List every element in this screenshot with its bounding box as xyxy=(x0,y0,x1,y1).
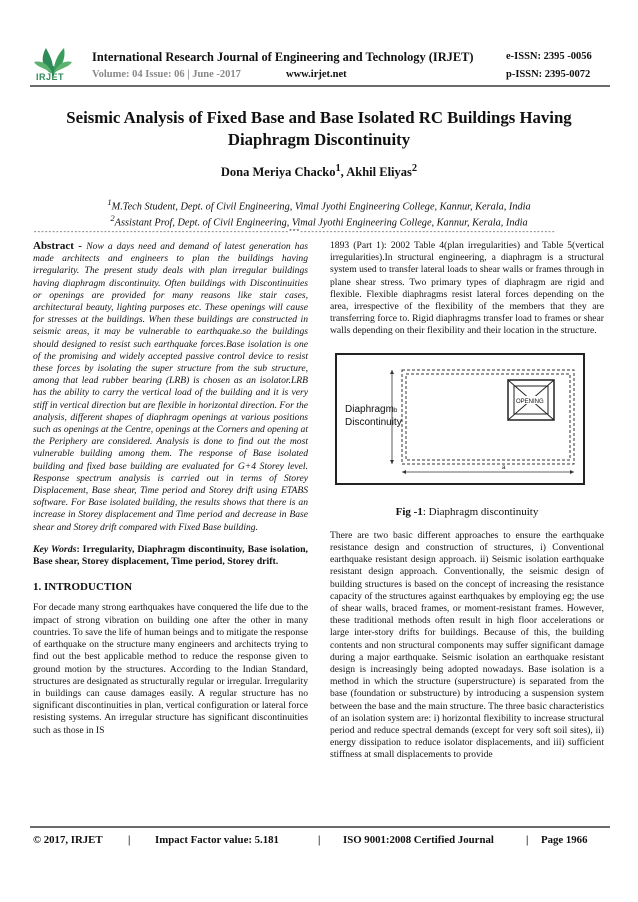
right-column xyxy=(330,240,604,762)
affiliation-mark: 2 xyxy=(110,213,115,223)
affiliation-mark: 1 xyxy=(107,197,112,207)
figure-label-line2: Discontinuity xyxy=(345,416,402,428)
abstract-heading: Abstract - xyxy=(33,240,87,252)
affiliation-text: Assistant Prof, Dept. of Civil Engineering, Vimal Jyothi Engineering College, Kannur, Kerala, India xyxy=(114,217,528,229)
affiliation-text: M.Tech Student, Dept. of Civil Engineering, Vimal Jyothi Engineering College, Kannur, Kerala, India xyxy=(111,201,531,213)
intro-paragraph-continued: 1893 (Part 1): 2002 Table 4(plan irregularities) and Table 5(vertical irregularities).In structural engineering, a diaphragm is a structural system used to transfer lateral loads to shear walls or frames through in plane shear stress. Two primary types of diaphragm are rigid and flexible. Flexible diaphragms resist lateral forces depending on the area, irrespective of the flexibility of the members that they are transferring force to. Rigid diaphragms transfer load to frames or shear walls depending on their flexibility and their location in the structure. xyxy=(330,240,604,337)
author-affiliation-mark: 1 xyxy=(335,163,341,174)
affiliation-1 xyxy=(40,197,598,212)
footer-impact-factor: Impact Factor value: 5.181 xyxy=(155,834,279,846)
keywords-text: : Irregularity, Diaphragm discontinuity, Base isolation, Base shear, Storey displacement, Time period, Storey drift. xyxy=(33,543,308,568)
diaphragm-diagram xyxy=(330,352,604,492)
header-divider xyxy=(30,85,610,87)
footer-separator: | xyxy=(526,834,529,846)
intro-paragraph-2: There are two basic different approaches to ensure the earthquake resistance design and construction of structures, i) Conventional earthquake resistant design approach. ii) Seismic isolation earthquake resistant design approach. Conventionally, the seismic design of building structures is based on the concept of increasing the resistance capacity of the structures against earthquakes by employing eg; the use of shear walls, braced frames, or moment-resistant frames. However, these traditional methods often result in high floor accelerations or large inter-story drifts for buildings. Because of this, the building contents and non structural components may suffer significant damage during a major earthquake. Seismic isolation an earthquake resistant design is increasingly being adopted nowadays. Base isolation is a method in which the structure (superstructure) is separated from the base (foundation or substructure) by introducing a suspension system between the base and the main structure. The three basic characteristics of an isolation system are: i) horizontal flexibility to increase structural period and reduce spectral demands (except for very soft soil sites), ii) energy dissipation to reduce isolator displacements, and iii) sufficient stiffness at small displacements to provide xyxy=(330,529,604,761)
footer-copyright: © 2017, IRJET xyxy=(33,834,103,846)
keywords xyxy=(33,544,308,568)
intro-paragraph: For decade many strong earthquakes have conquered the life due to the impact of strong vibration on building one after the other in many countries. To save the life of human beings and to mitigate the response of earthquake on the structure many engineers and architects trying to find out the best applicable method to reduce the response given to ground motion by the structures. According to the Indian Standard, structures are designated as structurally regular or irregular. Irregularity in buildings can cause damages easily. A regular structure has no significant discontinuities in plan, vertical configuration or lateral force resisting systems. An irregular structure has significant discontinuities such as those in IS xyxy=(33,602,308,736)
figure-caption-text: : Diaphragm discontinuity xyxy=(422,505,539,518)
affiliation-2 xyxy=(40,213,598,228)
opening-label: OPENING xyxy=(516,398,544,405)
volume-issue: Volume: 04 Issue: 06 | June -2017 xyxy=(92,69,241,80)
p-issn: p-ISSN: 2395-0072 xyxy=(506,69,591,80)
page-header xyxy=(0,0,638,92)
abstract-body: Now a days need and demand of latest generation has made architects and engineers to plan the buildings having irregularity. The present study deals with plan irregular buildings having diaphragm discontinuity. Often buildings with Discontinuities or openings are provided for many reasons like stair cases, architectural beauty, lighting purposes etc. These openings will cause for stresses at the buildings. When these buildings are constructed in seismic areas, it may be vulnerable to earthquake.so the buildings should designed to resist such earthquake forces.Base isolation is one of the promising and widely accepted passive control device to resist these forces by isolating the super structure from the sub structure, among that lead rubber bearing (LRB) is chosen as an isolator.LRB has the ability to carry the vertical load of the building and it is very stiff in vertical direction but are flexible in horizontal direction. For the analysis, different shapes of diaphragm openings at various positions such as openings at the Centre, openings at the Corners and opening at the Periphery are considered. Analysis is done to find out the most vulnerable building among them. The response of Base isolated building and fixed base building are evaluated for G+4 Storey level. Response spectrum analysis is carried out in terms of Storey Displacement, Base shear, Time period and Storey drift using ETABS software. For Base isolated building, the results shows that there is an increase in Storey displacement and Time period and decrease in Base shear and Storey drift compared with Fixed Base building. xyxy=(33,241,308,533)
author-affiliation-mark: 2 xyxy=(411,163,418,174)
logo-wordmark: IRJET xyxy=(36,72,65,82)
author-name: Dona Meriya Chacko xyxy=(220,165,336,180)
keywords-label: Key Words xyxy=(33,543,77,555)
title-separator: ---------------------------------------------------------------------***--------------------------------------------------------------------- xyxy=(33,229,555,237)
figure-diaphragm xyxy=(330,352,604,492)
footer-separator: | xyxy=(128,834,131,846)
journal-title: International Research Journal of Engineering and Technology (IRJET) xyxy=(92,50,474,64)
abstract xyxy=(33,240,308,534)
figure-caption-label: Fig -1 xyxy=(395,505,423,518)
section-heading-introduction: 1. INTRODUCTION xyxy=(33,581,133,594)
footer-separator: | xyxy=(318,834,321,846)
figure-caption xyxy=(330,506,604,518)
dim-b-label: b xyxy=(394,407,398,414)
paper-title: Seismic Analysis of Fixed Base and Base Isolated RC Buildings Having Diaphragm Discontinuity xyxy=(66,108,572,149)
figure-label-line1: Diaphragm xyxy=(345,403,394,415)
author-separator: , xyxy=(340,165,347,180)
footer-page-number: Page 1966 xyxy=(541,834,588,846)
author-list xyxy=(40,163,598,180)
journal-website-link[interactable]: www.irjet.net xyxy=(286,69,347,80)
author-name: Akhil Eliyas xyxy=(346,165,412,180)
e-issn: e-ISSN: 2395 -0056 xyxy=(506,51,592,62)
footer-iso: ISO 9001:2008 Certified Journal xyxy=(343,834,494,846)
left-column xyxy=(33,240,308,737)
dim-a-label: a xyxy=(502,464,506,471)
footer-divider xyxy=(30,826,610,828)
